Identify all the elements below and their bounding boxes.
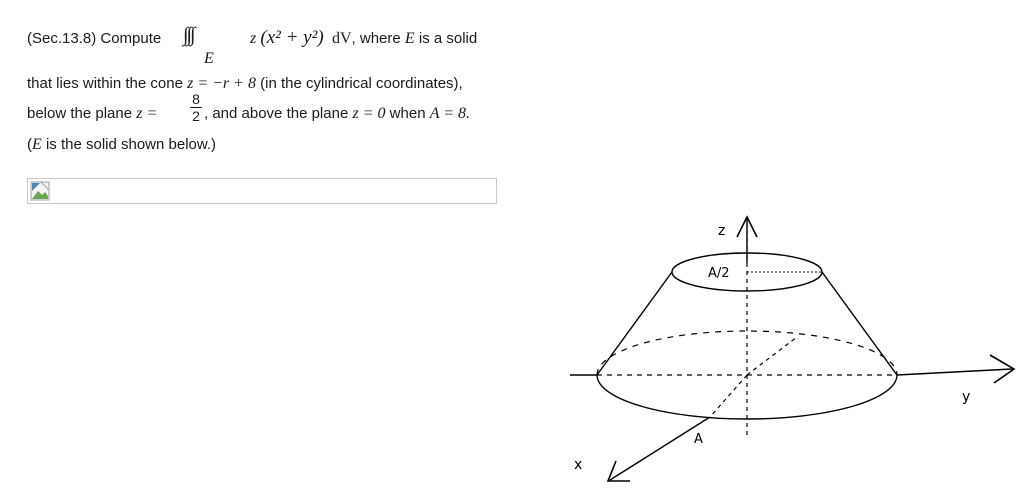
label-top-height: A/2 [708,266,730,281]
region-symbol: E [404,30,415,47]
line3-mid: , and above the plane [204,105,349,122]
label-base-radius: A [694,432,703,447]
x-axis-arrow [608,461,630,481]
problem-line-1 [27,30,161,47]
x-axis-dashed [710,375,747,417]
x-axis [610,417,710,480]
line2-prefix: that lies within the cone [27,75,183,92]
bottom-ellipse-front [597,375,897,419]
problem-line-4 [27,136,216,154]
truncated-cone-figure [560,205,1020,495]
line4-text: is the solid shown below.) [45,136,217,153]
triple-integral-sign: ∫∫∫ [183,24,194,46]
fraction [190,92,202,123]
y-axis-right [897,369,1012,375]
integrand [250,27,477,49]
plane-lhs: z = [136,105,158,122]
line1-end: is a solid [418,30,478,47]
line3-when: when [389,105,426,122]
integrand-expression: (x² + y²) [260,27,324,48]
line3-prefix: below the plane [27,105,133,122]
label-z: z [718,223,726,239]
integral-region: E [204,50,214,67]
line4-open: ( [27,136,32,153]
line4-symbol: E [32,136,42,153]
label-x: x [574,457,583,473]
problem-label: (Sec.13.8) Compute [27,30,162,47]
problem-line-3-cont [204,105,470,123]
differential: dV [331,30,352,47]
a-equals: A = 8. [429,105,470,122]
x-axis-back [747,337,797,375]
cone-left-side [597,272,672,375]
fraction-denominator: 2 [192,108,200,124]
fraction-numerator: 8 [192,91,200,107]
plane-zero: z = 0 [352,105,386,122]
broken-image-placeholder [27,178,497,204]
broken-image-icon [30,181,50,201]
cone-equation: z = −r + 8 [187,75,256,92]
integrand-z: z [250,30,257,47]
problem-line-2 [27,75,463,93]
cone-right-side [822,272,897,375]
problem-line-3 [27,105,157,123]
line1-tail: , where [351,30,401,47]
label-y: y [962,389,971,405]
line2-suffix: (in the cylindrical coordinates), [260,75,463,92]
